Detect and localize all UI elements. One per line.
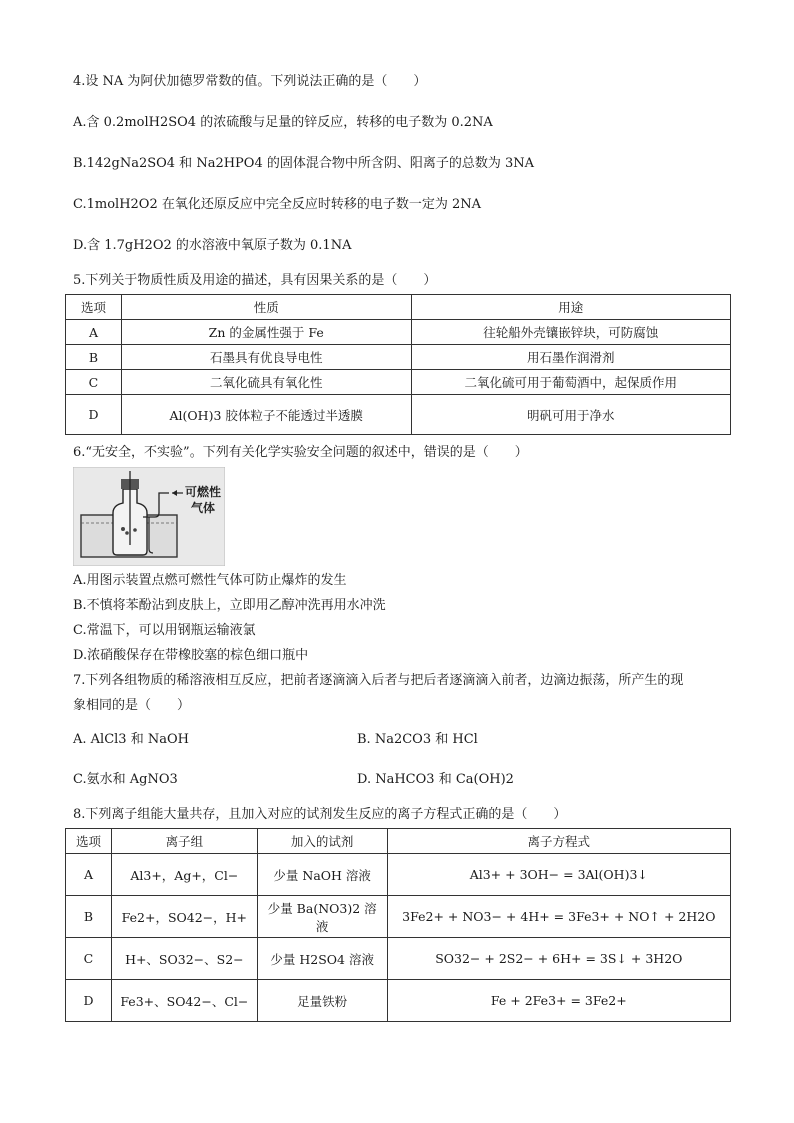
table-header-cell: 性质 bbox=[121, 295, 411, 320]
table-cell: Fe3+、SO42−、Cl− bbox=[111, 980, 257, 1022]
table-row bbox=[66, 320, 731, 345]
table-cell: Al(OH)3 胶体粒子不能透过半透膜 bbox=[121, 395, 411, 435]
q7-option-d: D. NaHCO3 和 Ca(OH)2 bbox=[357, 772, 514, 787]
table-header-cell: 离子方程式 bbox=[387, 829, 730, 854]
q6-option-c: C.常温下，可以用钢瓶运输液氯 bbox=[73, 623, 256, 638]
table-cell: 少量 H2SO4 溶液 bbox=[257, 938, 387, 980]
table-cell: 往轮船外壳镶嵌锌块，可防腐蚀 bbox=[411, 320, 731, 345]
table-cell: B bbox=[66, 896, 112, 938]
table-cell: C bbox=[66, 370, 122, 395]
table-cell: 明矾可用于净水 bbox=[411, 395, 731, 435]
q4-stem: 4.设 NA 为阿伏加德罗常数的值。下列说法正确的是（ ） bbox=[73, 74, 427, 89]
figure-label-line2: 气体 bbox=[191, 501, 216, 515]
table-cell: Fe + 2Fe3+ = 3Fe2+ bbox=[387, 980, 730, 1022]
q4-option-b: B.142gNa2SO4 和 Na2HPO4 的固体混合物中所含阴、阳离子的总数为 3NA bbox=[73, 156, 535, 171]
q8-stem: 8.下列离子组能大量共存，且加入对应的试剂发生反应的离子方程式正确的是（ ） bbox=[73, 807, 567, 822]
table-row bbox=[66, 938, 731, 980]
table-header-cell: 选项 bbox=[66, 295, 122, 320]
q4-option-d: D.含 1.7gH2O2 的水溶液中氧原子数为 0.1NA bbox=[73, 238, 352, 253]
table-cell: 二氧化硫可用于葡萄酒中，起保质作用 bbox=[411, 370, 731, 395]
table-cell: C bbox=[66, 938, 112, 980]
q5-stem: 5.下列关于物质性质及用途的描述，具有因果关系的是（ ） bbox=[73, 273, 437, 288]
q6-option-d: D.浓硝酸保存在带橡胶塞的棕色细口瓶中 bbox=[73, 648, 309, 663]
q6-option-a: A.用图示装置点燃可燃性气体可防止爆炸的发生 bbox=[73, 573, 347, 588]
q7-option-a: A. AlCl3 和 NaOH bbox=[73, 732, 189, 747]
q5-table bbox=[65, 294, 731, 435]
table-header-cell: 选项 bbox=[66, 829, 112, 854]
table-header-cell: 用途 bbox=[411, 295, 731, 320]
table-cell: H+、SO32−、S2− bbox=[111, 938, 257, 980]
q7-option-c: C.氨水和 AgNO3 bbox=[73, 772, 178, 787]
table-header-cell: 加入的试剂 bbox=[257, 829, 387, 854]
table-row bbox=[66, 345, 731, 370]
table-cell: D bbox=[66, 980, 112, 1022]
table-cell: A bbox=[66, 854, 112, 896]
table-cell: D bbox=[66, 395, 122, 435]
q6-option-b: B.不慎将苯酚沾到皮肤上，立即用乙醇冲洗再用水冲洗 bbox=[73, 598, 386, 613]
table-header-row bbox=[66, 295, 731, 320]
table-cell: B bbox=[66, 345, 122, 370]
table-row bbox=[66, 896, 731, 938]
table-cell: Fe2+，SO42−，H+ bbox=[111, 896, 257, 938]
gas-burning-apparatus-figure bbox=[73, 467, 225, 566]
table-cell: Al3+ + 3OH− = 3Al(OH)3↓ bbox=[387, 854, 730, 896]
q8-table bbox=[65, 828, 731, 1022]
table-cell: SO32− + 2S2− + 6H+ = 3S↓ + 3H2O bbox=[387, 938, 730, 980]
table-cell: Zn 的金属性强于 Fe bbox=[121, 320, 411, 345]
table-cell: A bbox=[66, 320, 122, 345]
q4-option-c: C.1molH2O2 在氧化还原反应中完全反应时转移的电子数一定为 2NA bbox=[73, 197, 482, 212]
q7-stem-line2: 象相同的是（ ） bbox=[73, 698, 191, 713]
q6-stem: 6.“无安全，不实验”。下列有关化学实验安全问题的叙述中，错误的是（ ） bbox=[73, 445, 528, 460]
table-cell: 足量铁粉 bbox=[257, 980, 387, 1022]
figure-label-line1: 可燃性 bbox=[185, 485, 222, 499]
table-row bbox=[66, 395, 731, 435]
table-cell: 3Fe2+ + NO3− + 4H+ = 3Fe3+ + NO↑ + 2H2O bbox=[387, 896, 730, 938]
q7-option-b: B. Na2CO3 和 HCl bbox=[357, 732, 478, 747]
table-header-cell: 离子组 bbox=[111, 829, 257, 854]
table-cell: 用石墨作润滑剂 bbox=[411, 345, 731, 370]
table-header-row bbox=[66, 829, 731, 854]
table-row bbox=[66, 854, 731, 896]
table-cell: 少量 Ba(NO3)2 溶液 bbox=[257, 896, 387, 938]
table-row bbox=[66, 980, 731, 1022]
q4-option-a: A.含 0.2molH2SO4 的浓硫酸与足量的锌反应，转移的电子数为 0.2NA bbox=[73, 115, 493, 130]
table-cell: Al3+，Ag+，Cl− bbox=[111, 854, 257, 896]
q7-stem-line1: 7.下列各组物质的稀溶液相互反应，把前者逐滴滴入后者与把后者逐滴滴入前者，边滴边振荡，所产生的现 bbox=[73, 673, 684, 688]
table-cell: 二氧化硫具有氧化性 bbox=[121, 370, 411, 395]
table-row bbox=[66, 370, 731, 395]
table-cell: 石墨具有优良导电性 bbox=[121, 345, 411, 370]
table-cell: 少量 NaOH 溶液 bbox=[257, 854, 387, 896]
